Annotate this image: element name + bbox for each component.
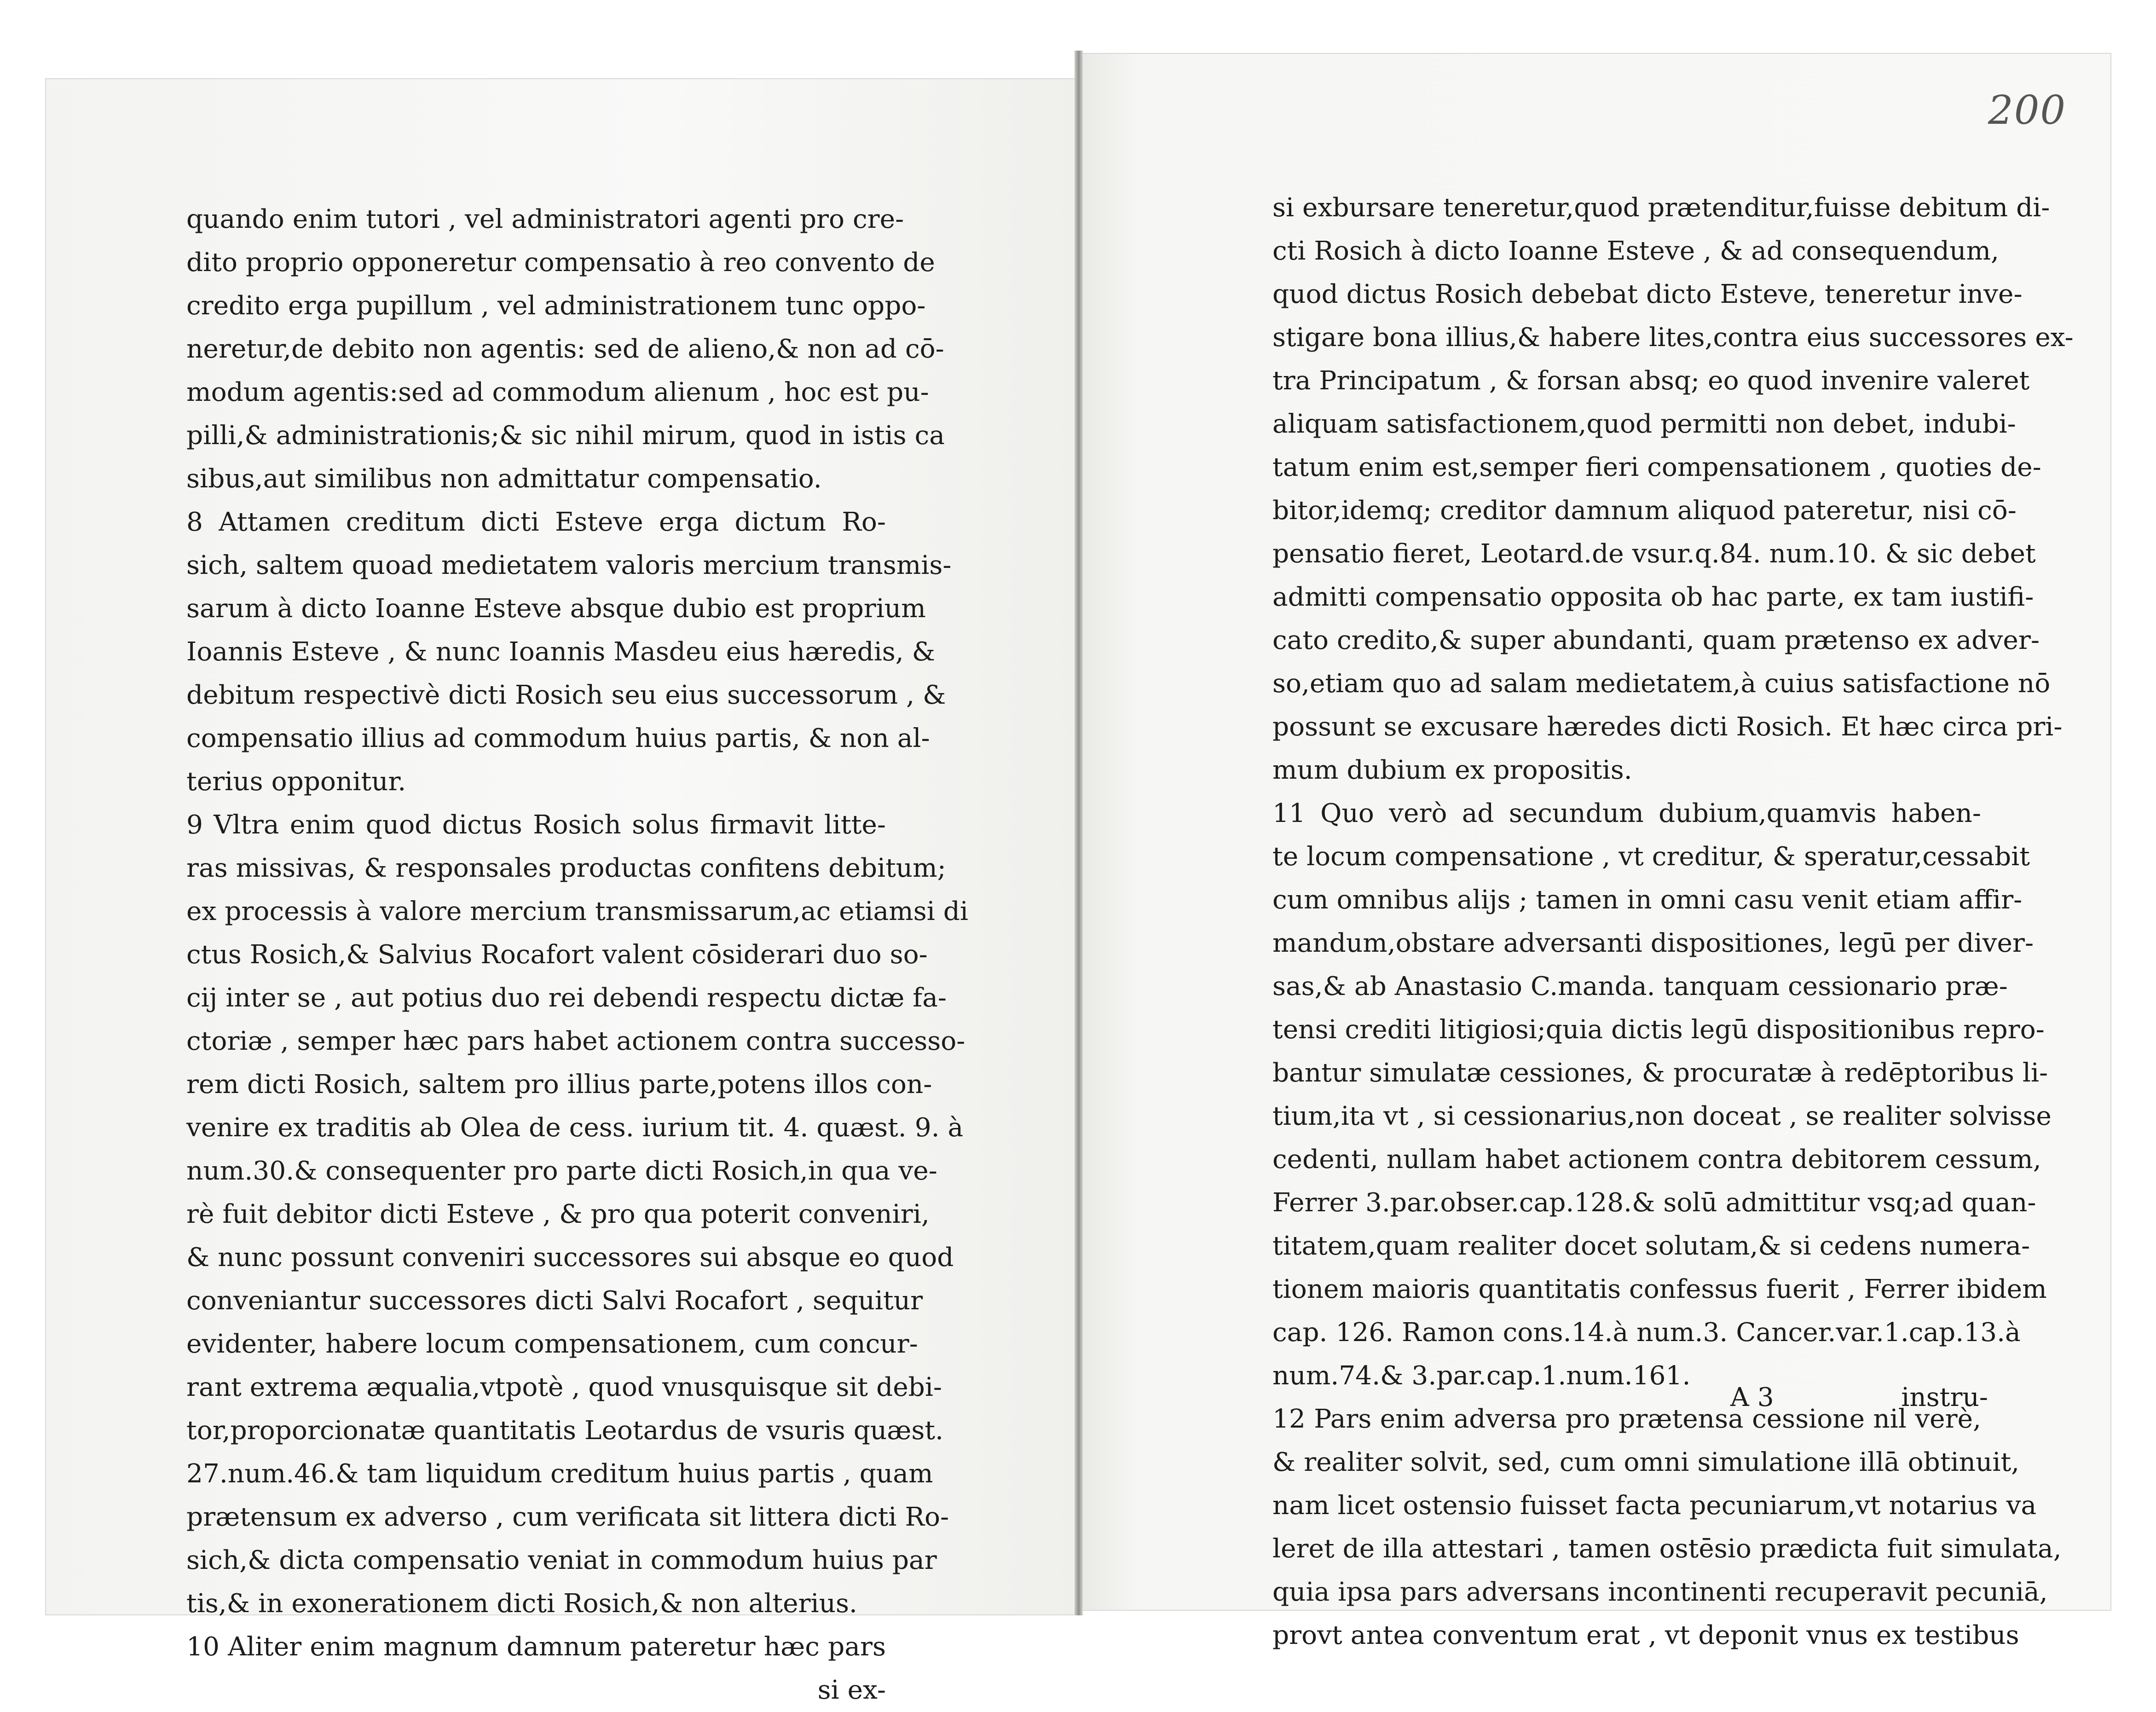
left_page-line: evidenter, habere locum compensationem, cum concur- <box>186 1329 918 1359</box>
page-footer <box>1730 1376 1988 1419</box>
right_page-line: tium,ita vt , si cessionarius,non doceat , se realiter solvisse <box>1272 1101 2052 1131</box>
left_page-line: terius opponitur. <box>186 767 406 797</box>
left_page-line: rem dicti Rosich, saltem pro illius parte,potens illos con- <box>186 1070 932 1099</box>
left_page-line: compensatio illius ad commodum huius partis, & non al- <box>186 723 930 753</box>
left_page-line: si ex- <box>817 1675 886 1705</box>
left_page-line: ctoriæ , semper hæc pars habet actionem contra successo- <box>186 1026 965 1056</box>
left_page-line: debitum respectivè dicti Rosich seu eius successorum , & <box>186 680 946 710</box>
right_page-line: aliquam satisfactionem,quod permitti non debet, indubi- <box>1272 409 2016 439</box>
left_page-line: & nunc possunt conveniri successores sui absque eo quod <box>186 1243 954 1272</box>
left_page-line: prætensum ex adverso , cum verificata sit littera dicti Ro- <box>186 1502 949 1532</box>
left_page-line: rant extrema æqualia,vtpotè , quod vnusquisque sit debi- <box>186 1372 942 1402</box>
right_page-line: bantur simulatæ cessiones, & procuratæ à redēptoribus li- <box>1272 1058 2048 1088</box>
right_page-line: te locum compensatione , vt creditur, & speratur,cessabit <box>1272 842 2030 872</box>
right_page-line: 11 Quo verò ad secundum dubium,quamvis haben- <box>1272 798 1981 828</box>
right_page-line: sas,& ab Anastasio C.manda. tanquam cessionario præ- <box>1272 972 2008 1001</box>
left_page-line: num.30.& consequenter pro parte dicti Rosich,in qua ve- <box>186 1156 937 1186</box>
right_page-line: 12 Pars enim adversa pro prætensa cessione nil verè, <box>1272 1404 1981 1434</box>
right_page-line: mandum,obstare adversanti dispositiones, legū per diver- <box>1272 928 2034 958</box>
right_page-line: tra Principatum , & forsan absq; eo quod invenire valeret <box>1272 366 2030 396</box>
left_page-line: venire ex traditis ab Olea de cess. iurium tit. 4. quæst. 9. à <box>186 1113 964 1143</box>
right_page-line: si exbursare teneretur,quod prætenditur,fuisse debitum di- <box>1272 193 2050 223</box>
right_page-line: tatum enim est,semper fieri compensationem , quoties de- <box>1272 452 2041 482</box>
left_page-line: conveniantur successores dicti Salvi Rocafort , sequitur <box>186 1286 923 1316</box>
left_page-line: tor,proporcionatæ quantitatis Leotardus de vsuris quæst. <box>186 1416 944 1446</box>
left_page-line: 9 Vltra enim quod dictus Rosich solus firmavit litte- <box>186 810 886 840</box>
left-page-text <box>186 198 969 1712</box>
left_page-line: cij inter se , aut potius duo rei debendi respectu dictæ fa- <box>186 983 947 1013</box>
right_page-line: so,etiam quo ad salam medietatem,à cuius satisfactione nō <box>1272 669 2051 699</box>
right_page-line: cum omnibus alijs ; tamen in omni casu venit etiam affir- <box>1272 885 2023 915</box>
left_page-line: quando enim tutori , vel administratori agenti pro cre- <box>186 204 904 234</box>
right_page-line: tensi crediti litigiosi;quia dictis legū dispositionibus repro- <box>1272 1015 2045 1045</box>
right-page-text <box>1272 186 2074 1657</box>
right_page-line: mum dubium ex propositis. <box>1272 755 1632 785</box>
right_page-line: bitor,idemq; creditor damnum aliquod pateretur, nisi cō- <box>1272 496 2017 526</box>
left_page-line: 8 Attamen creditum dicti Esteve erga dictum Ro- <box>186 507 886 537</box>
left_page-line: ctus Rosich,& Salvius Rocafort valent cōsiderari duo so- <box>186 940 928 970</box>
left_page-line: 27.num.46.& tam liquidum creditum huius partis , quam <box>186 1459 933 1489</box>
right_page-line: provt antea conventum erat , vt deponit vnus ex testibus <box>1272 1620 2019 1650</box>
right_page-line: titatem,quam realiter docet solutam,& si cedens numera- <box>1272 1231 2030 1261</box>
right_page-line: possunt se excusare hæredes dicti Rosich. Et hæc circa pri- <box>1272 712 2063 742</box>
right_page-line: num.74.& 3.par.cap.1.num.161. <box>1272 1361 1691 1391</box>
right_page-line: cedenti, nullam habet actionem contra debitorem cessum, <box>1272 1145 2041 1174</box>
folio-number: 200 <box>1988 87 2067 133</box>
right_page-line: quod dictus Rosich debebat dicto Esteve, teneretur inve- <box>1272 279 2023 309</box>
left_page-line: sarum à dicto Ioanne Esteve absque dubio est proprium <box>186 594 926 624</box>
left_page-line: Ioannis Esteve , & nunc Ioannis Masdeu eius hæredis, & <box>186 637 935 667</box>
left_page-line: sich,& dicta compensatio veniat in commodum huius par <box>186 1545 937 1575</box>
left_page-line: credito erga pupillum , vel administrationem tunc oppo- <box>186 291 926 321</box>
right_page-line: admitti compensatio opposita ob hac parte, ex tam iustifi- <box>1272 582 2034 612</box>
right_page-line: & realiter solvit, sed, cum omni simulatione illā obtinuit, <box>1272 1447 2020 1477</box>
right_page-line: cato credito,& super abundanti, quam prætenso ex adver- <box>1272 625 2040 655</box>
left_page-line: rè fuit debitor dicti Esteve , & pro qua poterit conveniri, <box>186 1199 930 1229</box>
right_page-line: pensatio fieret, Leotard.de vsur.q.84. num.10. & sic debet <box>1272 539 2036 569</box>
left_page-line: ras missivas, & responsales productas confitens debitum; <box>186 853 946 883</box>
catchword: instru- <box>1901 1382 1988 1412</box>
signature-mark: A 3 <box>1730 1382 1774 1412</box>
right_page-line: Ferrer 3.par.obser.cap.128.& solū admittitur vsq;ad quan- <box>1272 1188 2036 1218</box>
right_page-line: cap. 126. Ramon cons.14.à num.3. Cancer.var.1.cap.13.à <box>1272 1318 2021 1348</box>
left_page-line: sibus,aut similibus non admittatur compensatio. <box>186 464 822 494</box>
left_page-line: ex processis à valore mercium transmissarum,ac etiamsi di <box>186 896 969 926</box>
left_page-line: modum agentis:sed ad commodum alienum , hoc est pu- <box>186 377 929 407</box>
left_page-line: sich, saltem quoad medietatem valoris mercium transmis- <box>186 550 952 580</box>
right_page-line: quia ipsa pars adversans incontinenti recuperavit pecuniā, <box>1272 1577 2048 1607</box>
left_page-line: neretur,de debito non agentis: sed de alieno,& non ad cō- <box>186 334 944 364</box>
left_page-line: tis,& in exonerationem dicti Rosich,& non alterius. <box>186 1589 857 1619</box>
right_page-line: cti Rosich à dicto Ioanne Esteve , & ad consequendum, <box>1272 236 2000 266</box>
binding-gutter <box>1075 51 1083 1615</box>
left_page-line: dito proprio opponeretur compensatio à reo convento de <box>186 248 935 278</box>
right_page-line: nam licet ostensio fuisset facta pecuniarum,vt notarius va <box>1272 1491 2037 1521</box>
left_page-line: pilli,& administrationis;& sic nihil mirum, quod in istis ca <box>186 421 945 451</box>
right_page-line: tionem maioris quantitatis confessus fuerit , Ferrer ibidem <box>1272 1274 2047 1304</box>
right_page-line: leret de illa attestari , tamen ostēsio prædicta fuit simulata, <box>1272 1534 2062 1564</box>
left_page-line: 10 Aliter enim magnum damnum pateretur hæc pars <box>186 1632 886 1662</box>
right_page-line: stigare bona illius,& habere lites,contra eius successores ex- <box>1272 323 2074 353</box>
